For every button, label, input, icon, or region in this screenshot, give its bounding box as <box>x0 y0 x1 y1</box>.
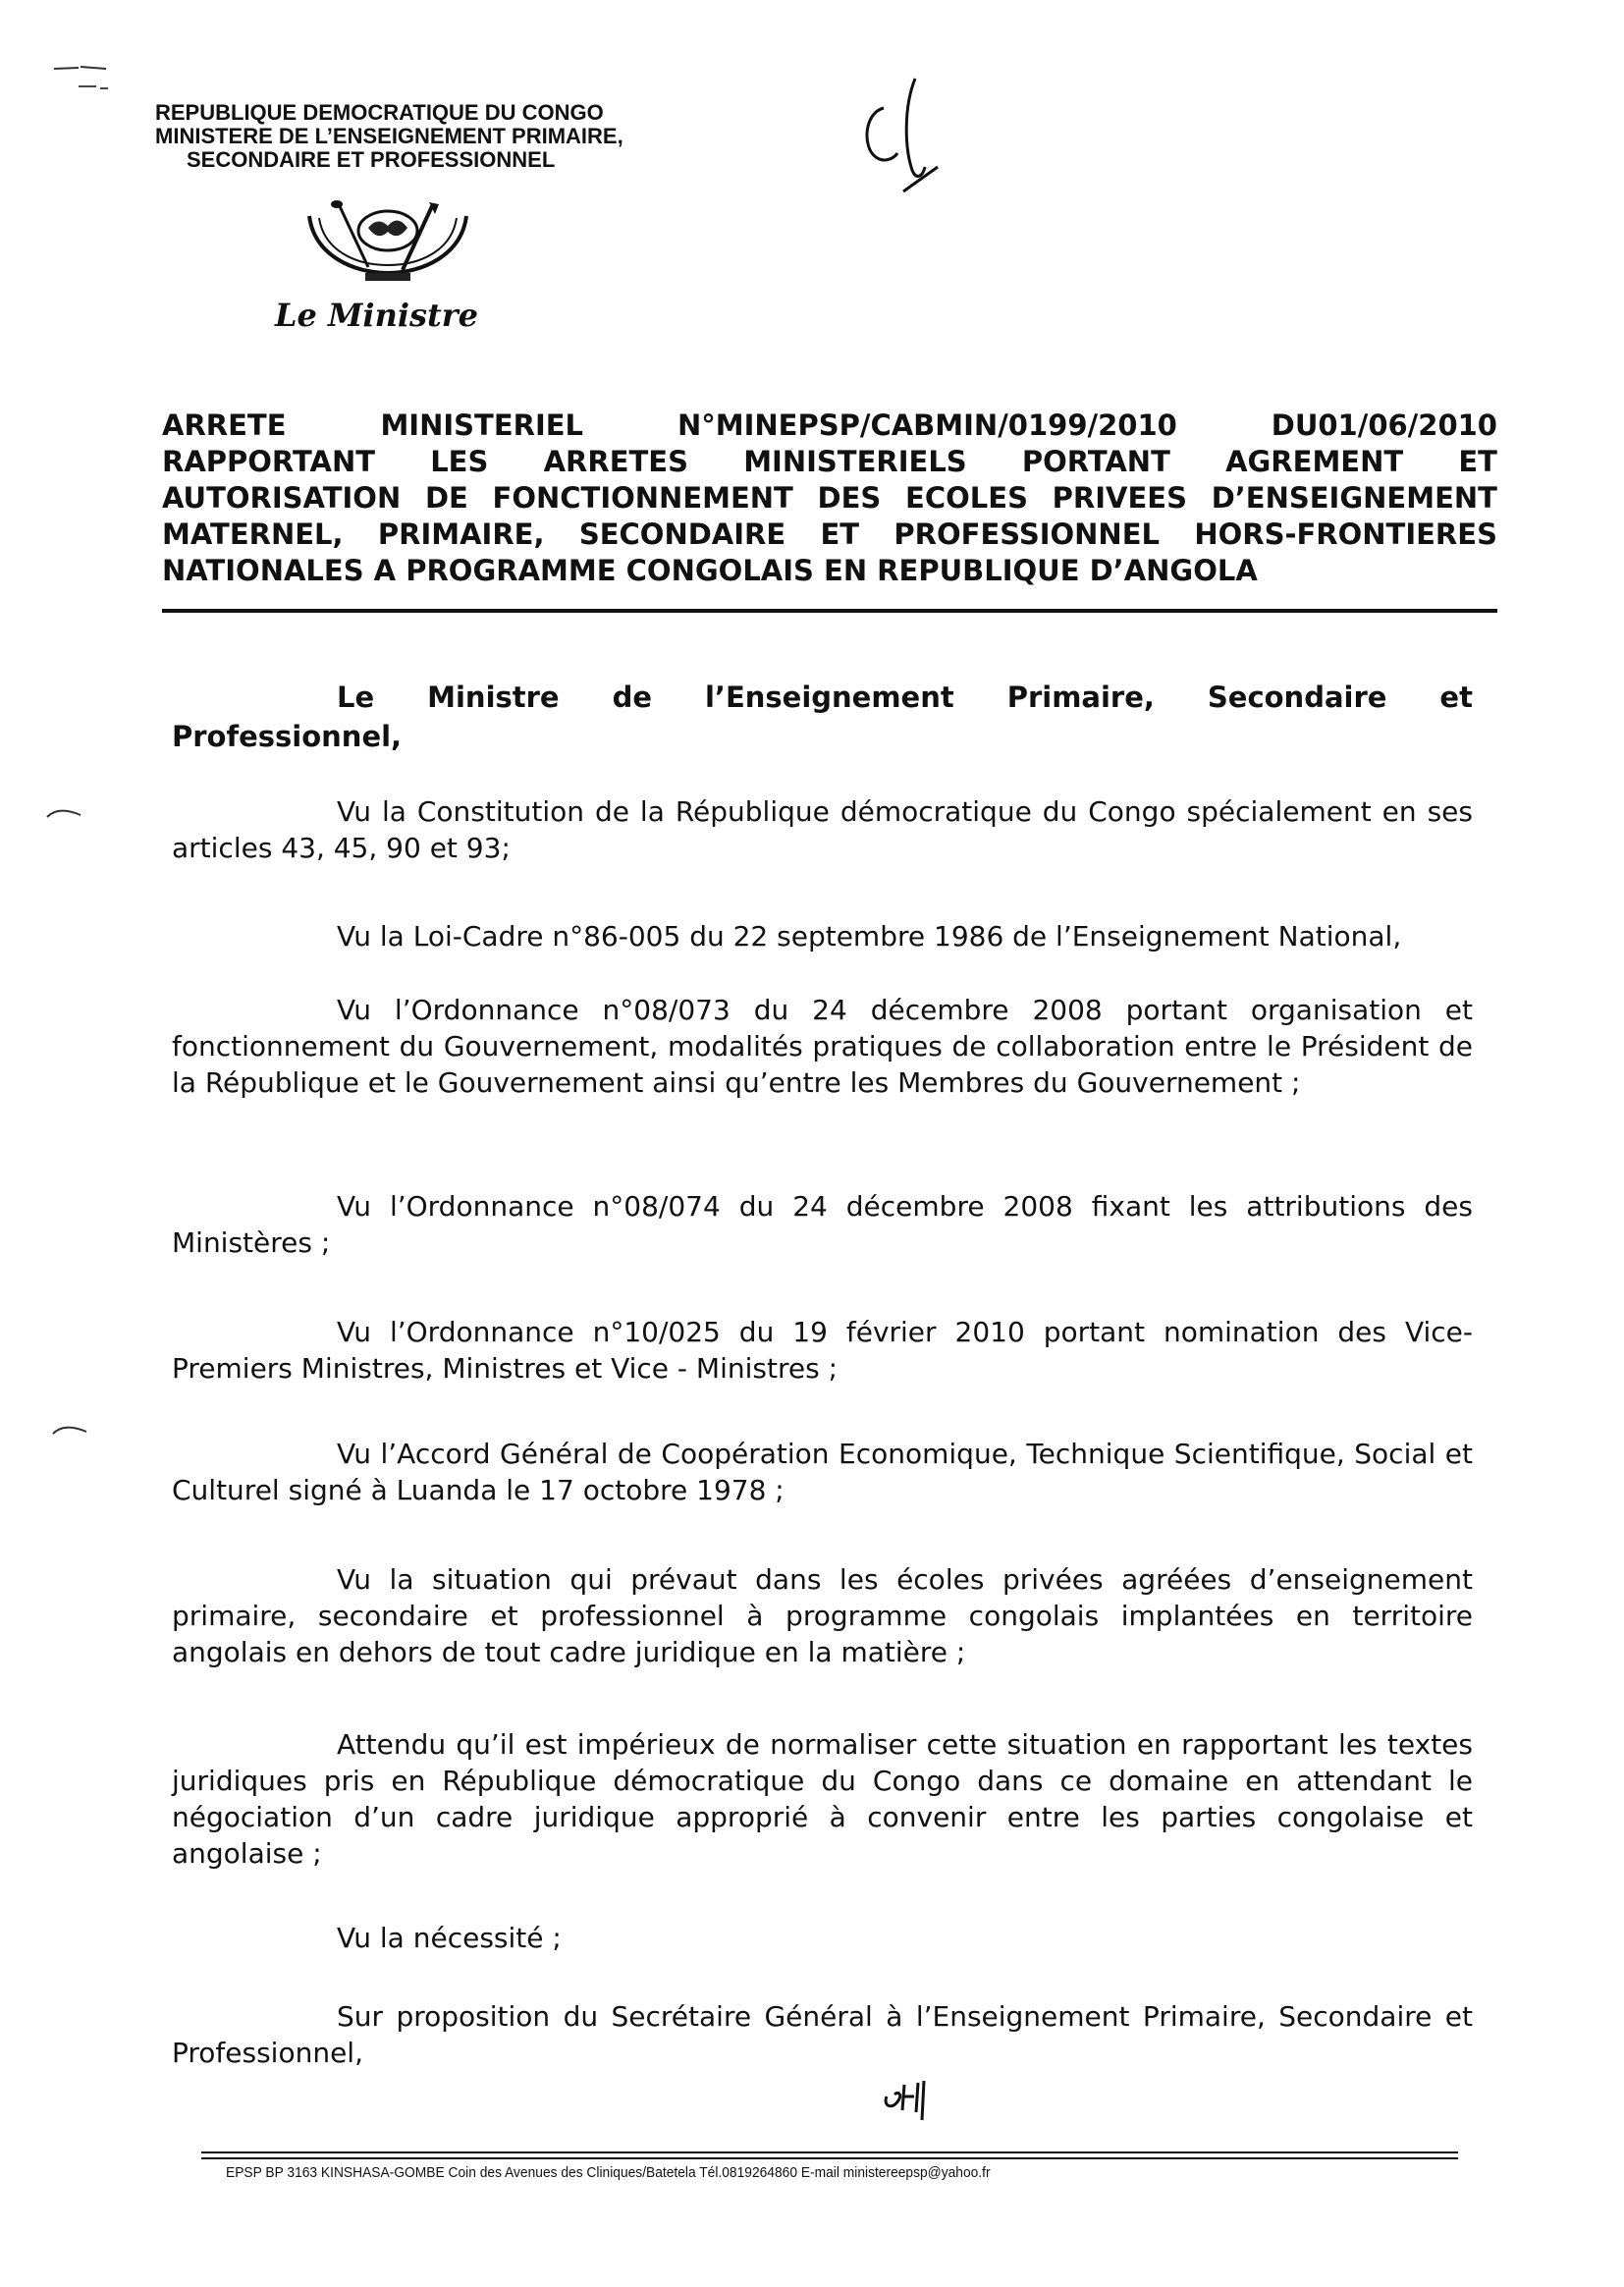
intro-word: Ministre <box>427 681 560 714</box>
intro-line <box>172 678 1473 717</box>
title-word: LES <box>430 445 489 478</box>
margin-mark <box>45 805 84 821</box>
title-word: DE <box>424 481 468 515</box>
title-word: FONCTIONNEMENT <box>492 481 793 515</box>
title-word: PRIMAIRE, <box>377 517 545 551</box>
recital-situation: Vu la situation qui prévaut dans les écoles privées agréées d’enseignement primaire, secondaire et professionnel à programme congolais implantées en territoire angolais en dehors de tout cadre juridique en la matière ; <box>172 1563 1473 1668</box>
margin-mark <box>51 1422 90 1438</box>
recital-ordonnance-08-074: Vu l’Ordonnance n°08/074 du 24 décembre 2008 fixant les attributions des Ministères ; <box>172 1190 1473 1259</box>
scan-artifact-mark <box>49 59 128 108</box>
letterhead-country: REPUBLIQUE DEMOCRATIQUE DU CONGO <box>155 100 604 125</box>
national-emblem-icon <box>295 196 481 290</box>
minister-signature-label: Le Ministre <box>275 297 479 334</box>
recital-constitution: Vu la Constitution de la République démocratique du Congo spécialement en ses articles 43, 45, 90 et 93; <box>172 795 1473 864</box>
title-word: ARRETES <box>543 445 688 478</box>
intro-word: et <box>1439 681 1473 714</box>
title-line-4 <box>162 517 1497 553</box>
intro-word: Le <box>337 681 375 714</box>
letterhead-ministry: MINISTERE DE L’ENSEIGNEMENT PRIMAIRE, <box>155 124 623 148</box>
intro-word: Primaire, <box>1006 681 1155 714</box>
intro-word: Secondaire <box>1207 681 1387 714</box>
title-word: RAPPORTANT <box>162 445 375 478</box>
handwritten-initial-mark <box>854 69 962 196</box>
title-word: ECOLES <box>905 481 1028 515</box>
title-word: AUTORISATION <box>162 481 402 515</box>
title-line-1 <box>162 408 1497 444</box>
title-word: D’ENSEIGNEMENT <box>1211 481 1497 515</box>
title-line-2 <box>162 444 1497 480</box>
title-word: PRIVEES <box>1052 481 1187 515</box>
title-word: SECONDAIRE <box>578 517 786 551</box>
intro-continuation: Professionnel, <box>172 720 403 753</box>
recital-necessite: Vu la nécessité ; <box>337 1922 562 1954</box>
title-word: ARRETE <box>162 408 287 442</box>
title-word: MINISTERIELS <box>743 445 967 478</box>
recital-ordonnance-10-025: Vu l’Ordonnance n°10/025 du 19 février 2010 portant nomination des Vice-Premiers Ministres, Ministres et Vice - Ministres ; <box>172 1316 1473 1385</box>
recital-proposition: Sur proposition du Secrétaire Général à l’Enseignement Primaire, Secondaire et Professionnel, <box>172 2000 1473 2069</box>
decree-number: N°MINEPSP/CABMIN/0199/2010 <box>677 408 1177 442</box>
intro-word: de <box>612 681 653 714</box>
decree-title <box>162 408 1497 589</box>
recital-attendu: Attendu qu’il est impérieux de normaliser cette situation en rapportant les textes juridiques pris en République démocratique du Congo dans ce domaine en attendant le négociation d’un cadre juridique approprié à convenir entre les parties congolaise et angolaise ; <box>172 1728 1473 1870</box>
title-word: PROFESSIONNEL <box>893 517 1160 551</box>
decree-date: DU01/06/2010 <box>1271 408 1497 442</box>
title-word: MATERNEL, <box>162 517 344 551</box>
recital-ordonnance-08-073: Vu l’Ordonnance n°08/073 du 24 décembre 2008 portant organisation et fonctionnement du Gouvernement, modalités pratiques de collaboration entre le Président de la République et le Gouvernement ainsi qu’entre les Membres du Gouvernement ; <box>172 994 1473 1099</box>
recital-accord-general: Vu l’Accord Général de Coopération Economique, Technique Scientifique, Social et Culturel signé à Luanda le 17 octobre 1978 ; <box>172 1438 1473 1506</box>
title-word: ET <box>1458 445 1497 478</box>
footer-rule <box>201 2151 1458 2153</box>
handwritten-initials <box>879 2077 947 2126</box>
title-word: HORS-FRONTIERES <box>1194 517 1497 551</box>
title-word: ET <box>820 517 860 551</box>
title-word: PORTANT <box>1021 445 1170 478</box>
intro-word: l’Enseignement <box>704 681 954 714</box>
title-underline <box>162 609 1497 613</box>
footer-rule <box>201 2157 1458 2159</box>
title-line-5: NATIONALES A PROGRAMME CONGOLAIS EN REPUBLIQUE D’ANGOLA <box>162 554 1258 587</box>
title-word: AGREMENT <box>1225 445 1404 478</box>
letterhead <box>155 101 623 172</box>
title-line-3 <box>162 480 1497 517</box>
title-word: DES <box>817 481 882 515</box>
title-word: MINISTERIEL <box>380 408 584 442</box>
footer-address: EPSP BP 3163 KINSHASA-GOMBE Coin des Avenues des Cliniques/Batetela Tél.0819264860 E-mail ministereepsp@yahoo.fr <box>226 2164 991 2181</box>
letterhead-ministry-cont: SECONDAIRE ET PROFESSIONNEL <box>187 147 556 172</box>
minister-intro <box>172 678 1473 756</box>
recital-loi-cadre: Vu la Loi-Cadre n°86-005 du 22 septembre 1986 de l’Enseignement National, <box>337 920 1402 953</box>
